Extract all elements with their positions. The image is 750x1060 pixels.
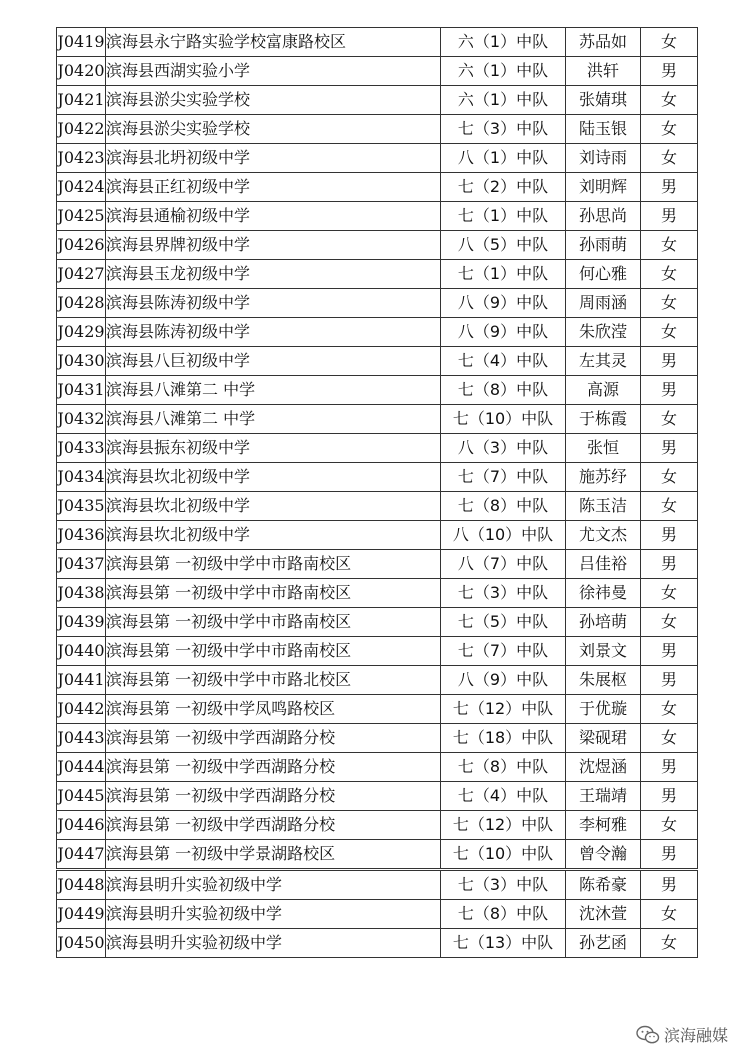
- school-name-cell: 滨海县界牌初级中学: [106, 231, 441, 260]
- wechat-icon: [636, 1025, 660, 1045]
- table-row: [57, 492, 698, 521]
- school-name-cell: 滨海县陈涛初级中学: [106, 289, 441, 318]
- class-unit-cell: 八（1）中队: [441, 144, 566, 173]
- school-name-cell: 滨海县八滩第二 中学: [106, 405, 441, 434]
- school-name-cell: 滨海县八巨初级中学: [106, 347, 441, 376]
- student-name-cell: 高源: [566, 376, 641, 405]
- table-row: [57, 521, 698, 550]
- school-name-cell: 滨海县永宁路实验学校富康路校区: [106, 28, 441, 57]
- class-unit-cell: 八（9）中队: [441, 289, 566, 318]
- school-name-cell: 滨海县第 一初级中学中市路北校区: [106, 666, 441, 695]
- gender-cell: 女: [641, 144, 698, 173]
- table-row: [57, 900, 698, 929]
- gender-cell: 女: [641, 115, 698, 144]
- class-unit-cell: 七（3）中队: [441, 870, 566, 900]
- student-name-cell: 左其灵: [566, 347, 641, 376]
- table-row: [57, 260, 698, 289]
- gender-cell: 女: [641, 929, 698, 958]
- student-name-cell: 孙思尚: [566, 202, 641, 231]
- entry-id-cell: J0442: [57, 695, 106, 724]
- entry-id-cell: J0428: [57, 289, 106, 318]
- entry-id-cell: J0444: [57, 753, 106, 782]
- class-unit-cell: 七（8）中队: [441, 376, 566, 405]
- class-unit-cell: 七（18）中队: [441, 724, 566, 753]
- class-unit-cell: 七（13）中队: [441, 929, 566, 958]
- entry-id-cell: J0431: [57, 376, 106, 405]
- watermark-text: 滨海融媒: [663, 1026, 728, 1045]
- gender-cell: 男: [641, 666, 698, 695]
- class-unit-cell: 六（1）中队: [441, 28, 566, 57]
- gender-cell: 女: [641, 492, 698, 521]
- entry-id-cell: J0437: [57, 550, 106, 579]
- entry-id-cell: J0435: [57, 492, 106, 521]
- class-unit-cell: 七（10）中队: [441, 405, 566, 434]
- student-name-cell: 刘景文: [566, 637, 641, 666]
- entry-id-cell: J0434: [57, 463, 106, 492]
- student-name-cell: 孙培萌: [566, 608, 641, 637]
- gender-cell: 女: [641, 579, 698, 608]
- table-row: [57, 753, 698, 782]
- school-name-cell: 滨海县淤尖实验学校: [106, 86, 441, 115]
- class-unit-cell: 八（3）中队: [441, 434, 566, 463]
- school-name-cell: 滨海县振东初级中学: [106, 434, 441, 463]
- gender-cell: 男: [641, 753, 698, 782]
- entry-id-cell: J0421: [57, 86, 106, 115]
- student-name-cell: 孙雨萌: [566, 231, 641, 260]
- entry-id-cell: J0423: [57, 144, 106, 173]
- class-unit-cell: 七（3）中队: [441, 115, 566, 144]
- entry-id-cell: J0446: [57, 811, 106, 840]
- gender-cell: 男: [641, 347, 698, 376]
- gender-cell: 男: [641, 782, 698, 811]
- school-name-cell: 滨海县第 一初级中学中市路南校区: [106, 579, 441, 608]
- entry-id-cell: J0419: [57, 28, 106, 57]
- gender-cell: 男: [641, 376, 698, 405]
- class-unit-cell: 七（1）中队: [441, 202, 566, 231]
- student-name-cell: 孙艺函: [566, 929, 641, 958]
- class-unit-cell: 七（8）中队: [441, 900, 566, 929]
- student-name-cell: 周雨涵: [566, 289, 641, 318]
- student-name-cell: 张婧琪: [566, 86, 641, 115]
- school-name-cell: 滨海县陈涛初级中学: [106, 318, 441, 347]
- entry-id-cell: J0436: [57, 521, 106, 550]
- table-row: [57, 347, 698, 376]
- student-name-cell: 苏品如: [566, 28, 641, 57]
- class-unit-cell: 七（8）中队: [441, 492, 566, 521]
- class-unit-cell: 六（1）中队: [441, 57, 566, 86]
- class-unit-cell: 八（9）中队: [441, 666, 566, 695]
- class-unit-cell: 七（10）中队: [441, 840, 566, 870]
- gender-cell: 男: [641, 173, 698, 202]
- student-name-cell: 沈沐萱: [566, 900, 641, 929]
- entry-id-cell: J0430: [57, 347, 106, 376]
- school-name-cell: 滨海县西湖实验小学: [106, 57, 441, 86]
- table-row: [57, 724, 698, 753]
- table-row: [57, 434, 698, 463]
- student-name-cell: 洪轩: [566, 57, 641, 86]
- entry-id-cell: J0440: [57, 637, 106, 666]
- school-name-cell: 滨海县第 一初级中学西湖路分校: [106, 724, 441, 753]
- entry-id-cell: J0445: [57, 782, 106, 811]
- table-row: [57, 782, 698, 811]
- student-name-cell: 刘明辉: [566, 173, 641, 202]
- roster-body: [57, 28, 698, 958]
- class-unit-cell: 七（12）中队: [441, 695, 566, 724]
- school-name-cell: 滨海县明升实验初级中学: [106, 900, 441, 929]
- gender-cell: 女: [641, 608, 698, 637]
- class-unit-cell: 七（7）中队: [441, 637, 566, 666]
- student-name-cell: 陈玉洁: [566, 492, 641, 521]
- gender-cell: 男: [641, 550, 698, 579]
- class-unit-cell: 七（4）中队: [441, 782, 566, 811]
- student-name-cell: 朱展枢: [566, 666, 641, 695]
- gender-cell: 女: [641, 724, 698, 753]
- table-row: [57, 550, 698, 579]
- class-unit-cell: 八（5）中队: [441, 231, 566, 260]
- entry-id-cell: J0425: [57, 202, 106, 231]
- gender-cell: 男: [641, 840, 698, 870]
- student-name-cell: 朱欣滢: [566, 318, 641, 347]
- school-name-cell: 滨海县第 一初级中学西湖路分校: [106, 782, 441, 811]
- table-row: [57, 840, 698, 870]
- gender-cell: 女: [641, 28, 698, 57]
- school-name-cell: 滨海县第 一初级中学西湖路分校: [106, 811, 441, 840]
- student-name-cell: 陈希豪: [566, 870, 641, 900]
- student-name-cell: 吕佳裕: [566, 550, 641, 579]
- table-row: [57, 666, 698, 695]
- table-row: [57, 57, 698, 86]
- school-name-cell: 滨海县第 一初级中学景湖路校区: [106, 840, 441, 870]
- table-row: [57, 86, 698, 115]
- class-unit-cell: 七（5）中队: [441, 608, 566, 637]
- school-name-cell: 滨海县正红初级中学: [106, 173, 441, 202]
- entry-id-cell: J0450: [57, 929, 106, 958]
- table-row: [57, 289, 698, 318]
- class-unit-cell: 七（2）中队: [441, 173, 566, 202]
- school-name-cell: 滨海县淤尖实验学校: [106, 115, 441, 144]
- gender-cell: 女: [641, 811, 698, 840]
- student-name-cell: 陆玉银: [566, 115, 641, 144]
- gender-cell: 女: [641, 289, 698, 318]
- school-name-cell: 滨海县北坍初级中学: [106, 144, 441, 173]
- class-unit-cell: 七（12）中队: [441, 811, 566, 840]
- school-name-cell: 滨海县坎北初级中学: [106, 492, 441, 521]
- school-name-cell: 滨海县坎北初级中学: [106, 463, 441, 492]
- school-name-cell: 滨海县第 一初级中学中市路南校区: [106, 550, 441, 579]
- school-name-cell: 滨海县第 一初级中学凤鸣路校区: [106, 695, 441, 724]
- table-row: [57, 637, 698, 666]
- class-unit-cell: 七（7）中队: [441, 463, 566, 492]
- watermark: [636, 1023, 728, 1046]
- student-name-cell: 张恒: [566, 434, 641, 463]
- roster-table: [56, 27, 698, 958]
- table-row: [57, 173, 698, 202]
- entry-id-cell: J0433: [57, 434, 106, 463]
- school-name-cell: 滨海县第 一初级中学西湖路分校: [106, 753, 441, 782]
- gender-cell: 男: [641, 57, 698, 86]
- class-unit-cell: 七（4）中队: [441, 347, 566, 376]
- gender-cell: 女: [641, 463, 698, 492]
- entry-id-cell: J0432: [57, 405, 106, 434]
- student-name-cell: 何心雅: [566, 260, 641, 289]
- school-name-cell: 滨海县第 一初级中学中市路南校区: [106, 608, 441, 637]
- table-row: [57, 811, 698, 840]
- entry-id-cell: J0443: [57, 724, 106, 753]
- gender-cell: 女: [641, 86, 698, 115]
- entry-id-cell: J0438: [57, 579, 106, 608]
- class-unit-cell: 七（3）中队: [441, 579, 566, 608]
- school-name-cell: 滨海县八滩第二 中学: [106, 376, 441, 405]
- class-unit-cell: 八（10）中队: [441, 521, 566, 550]
- student-name-cell: 沈煜涵: [566, 753, 641, 782]
- student-name-cell: 李柯雅: [566, 811, 641, 840]
- entry-id-cell: J0449: [57, 900, 106, 929]
- student-name-cell: 王瑞靖: [566, 782, 641, 811]
- student-name-cell: 于优璇: [566, 695, 641, 724]
- student-name-cell: 曾令瀚: [566, 840, 641, 870]
- table-row: [57, 28, 698, 57]
- table-row: [57, 579, 698, 608]
- gender-cell: 女: [641, 405, 698, 434]
- gender-cell: 女: [641, 695, 698, 724]
- entry-id-cell: J0422: [57, 115, 106, 144]
- class-unit-cell: 七（8）中队: [441, 753, 566, 782]
- gender-cell: 女: [641, 900, 698, 929]
- entry-id-cell: J0426: [57, 231, 106, 260]
- student-name-cell: 于栋霞: [566, 405, 641, 434]
- table-row: [57, 115, 698, 144]
- student-name-cell: 梁砚珺: [566, 724, 641, 753]
- student-name-cell: 刘诗雨: [566, 144, 641, 173]
- entry-id-cell: J0441: [57, 666, 106, 695]
- school-name-cell: 滨海县明升实验初级中学: [106, 870, 441, 900]
- table-row: [57, 231, 698, 260]
- school-name-cell: 滨海县通榆初级中学: [106, 202, 441, 231]
- table-row: [57, 376, 698, 405]
- gender-cell: 男: [641, 637, 698, 666]
- student-name-cell: 徐祎曼: [566, 579, 641, 608]
- table-row: [57, 405, 698, 434]
- entry-id-cell: J0424: [57, 173, 106, 202]
- student-name-cell: 尤文杰: [566, 521, 641, 550]
- table-row: [57, 463, 698, 492]
- table-row: [57, 929, 698, 958]
- gender-cell: 女: [641, 260, 698, 289]
- entry-id-cell: J0427: [57, 260, 106, 289]
- gender-cell: 男: [641, 870, 698, 900]
- table-row: [57, 318, 698, 347]
- gender-cell: 女: [641, 318, 698, 347]
- class-unit-cell: 七（1）中队: [441, 260, 566, 289]
- table-row: [57, 695, 698, 724]
- entry-id-cell: J0447: [57, 840, 106, 870]
- table-row: [57, 144, 698, 173]
- class-unit-cell: 八（9）中队: [441, 318, 566, 347]
- class-unit-cell: 八（7）中队: [441, 550, 566, 579]
- class-unit-cell: 六（1）中队: [441, 86, 566, 115]
- school-name-cell: 滨海县坎北初级中学: [106, 521, 441, 550]
- gender-cell: 男: [641, 434, 698, 463]
- table-row: [57, 202, 698, 231]
- entry-id-cell: J0439: [57, 608, 106, 637]
- school-name-cell: 滨海县明升实验初级中学: [106, 929, 441, 958]
- school-name-cell: 滨海县第 一初级中学中市路南校区: [106, 637, 441, 666]
- gender-cell: 男: [641, 521, 698, 550]
- student-name-cell: 施苏纾: [566, 463, 641, 492]
- school-name-cell: 滨海县玉龙初级中学: [106, 260, 441, 289]
- entry-id-cell: J0429: [57, 318, 106, 347]
- table-row: [57, 608, 698, 637]
- entry-id-cell: J0448: [57, 870, 106, 900]
- table-row: [57, 870, 698, 900]
- entry-id-cell: J0420: [57, 57, 106, 86]
- gender-cell: 男: [641, 202, 698, 231]
- gender-cell: 女: [641, 231, 698, 260]
